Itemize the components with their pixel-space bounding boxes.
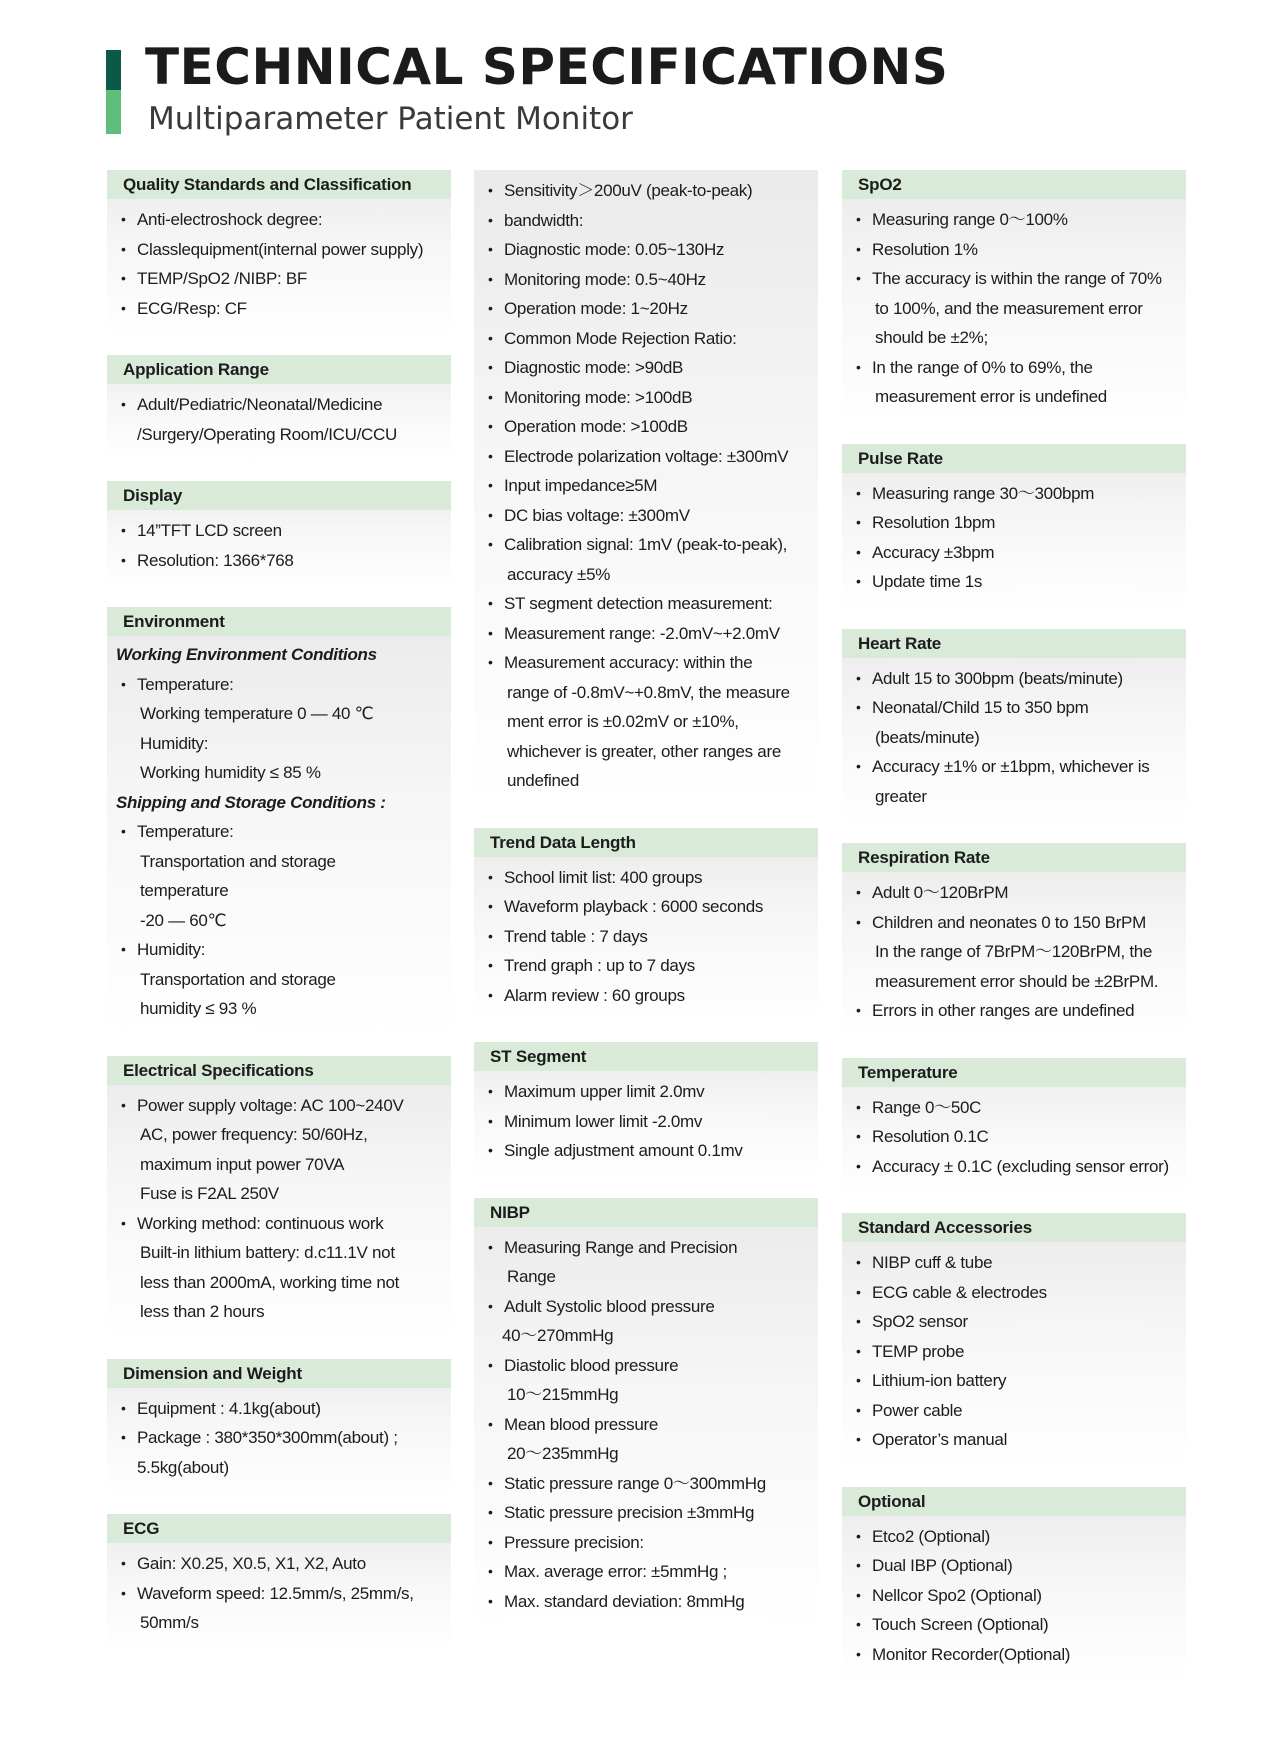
list-item-continuation: Working humidity ≤ 85 % (140, 763, 321, 782)
list-item-continuation: Fuse is F2AL 250V (140, 1184, 279, 1203)
list-item: • Operation mode: >100dB (484, 412, 818, 442)
section-title: Quality Standards and Classification (107, 170, 451, 199)
item-list (842, 1093, 1186, 1182)
section-temperature (842, 1058, 1186, 1194)
list-item-continuation: range of -0.8mV~+0.8mV, the measure (507, 682, 790, 702)
item-list (474, 1233, 818, 1617)
list-item: • Power cable (852, 1396, 1186, 1426)
list-item: • Common Mode Rejection Ratio: (484, 324, 818, 354)
list-item: • ECG/Resp: CF (117, 294, 451, 324)
section-title: SpO2 (842, 170, 1186, 199)
list-item-continuation: less than 2 hours (140, 1302, 265, 1321)
page-title: TECHNICAL SPECIFICATIONS (145, 38, 949, 96)
list-item-continuation: accuracy ±5% (507, 564, 611, 584)
list-item-continuation: 40～270mmHg (502, 1326, 614, 1345)
list-item-continuation: humidity ≤ 93 % (140, 999, 257, 1018)
section-respiration-rate (842, 843, 1186, 1038)
list-item-continuation: Built-in lithium battery: d.c11.1V not (140, 1243, 395, 1262)
list-item: • Resolution: 1366*768 (117, 546, 451, 576)
title-accent-bar (106, 50, 121, 134)
list-item: • 14”TFT LCD screen (117, 516, 451, 546)
item-list (842, 1248, 1186, 1455)
list-item: • School limit list: 400 groups (484, 863, 818, 893)
list-item: • Input impedance≥5M (484, 471, 818, 501)
list-item: • Electrode polarization voltage: ±300mV (484, 442, 818, 472)
section-title: Heart Rate (842, 629, 1186, 658)
section-ecg (107, 1514, 451, 1650)
section-title: Temperature (842, 1058, 1186, 1087)
item-list (842, 205, 1186, 412)
list-item: • Measurement accuracy: within the (484, 648, 818, 678)
item-list (107, 390, 451, 449)
list-item: • In the range of 0% to 69%, the (852, 353, 1186, 383)
section-ecg-continued (474, 170, 818, 808)
section-title: Standard Accessories (842, 1213, 1186, 1242)
shipping-conditions-heading: Shipping and Storage Conditions : (116, 792, 386, 812)
list-item-continuation: 5.5kg(about) (137, 1457, 229, 1477)
list-item: • Max. standard deviation: 8mmHg (484, 1587, 818, 1617)
list-item-continuation: Transportation and storage (140, 851, 336, 871)
section-spo2 (842, 170, 1186, 424)
section-heart-rate (842, 629, 1186, 824)
list-item: • Max. average error: ±5mmHg ; (484, 1557, 818, 1587)
list-item: • Accuracy ±3bpm (852, 538, 1186, 568)
list-item: • Nellcor Spo2 (Optional) (852, 1581, 1186, 1611)
list-item: • Trend table : 7 days (484, 922, 818, 952)
item-list (842, 1522, 1186, 1670)
list-item-continuation: (beats/minute) (875, 727, 980, 747)
column-right (842, 170, 1186, 1701)
list-item: • Trend graph : up to 7 days (484, 951, 818, 981)
list-item: • Measuring range 0～100% (852, 205, 1186, 235)
accent-dark-segment (106, 50, 121, 90)
list-item: • Waveform speed: 12.5mm/s, 25mm/s, (117, 1579, 451, 1609)
section-electrical-specifications (107, 1056, 451, 1339)
list-item: • TEMP/SpO2 /NIBP: BF (117, 264, 451, 294)
list-item-continuation: Working temperature 0 — 40 ℃ (140, 704, 374, 723)
section-title: Display (107, 481, 451, 510)
section-environment (107, 607, 451, 1036)
list-item: • TEMP probe (852, 1337, 1186, 1367)
list-item: • Diagnostic mode: 0.05~130Hz (484, 235, 818, 265)
list-item: • Temperature: (117, 670, 451, 700)
section-application-range (107, 355, 451, 461)
list-item: • Static pressure range 0～300mmHg (484, 1469, 818, 1499)
section-title: Optional (842, 1487, 1186, 1516)
list-item-continuation: ment error is ±0.02mV or ±10%, (507, 712, 739, 731)
list-item-continuation: measurement error should be ±2BrPM. (875, 971, 1159, 991)
list-item-continuation: temperature (140, 881, 229, 900)
column-middle (474, 170, 818, 1648)
list-item: • NIBP cuff & tube (852, 1248, 1186, 1278)
section-title: Dimension and Weight (107, 1359, 451, 1388)
working-conditions-heading: Working Environment Conditions (116, 645, 377, 664)
list-item: • Touch Screen (Optional) (852, 1610, 1186, 1640)
section-dimension-weight (107, 1359, 451, 1495)
list-item-continuation: should be ±2%; (875, 328, 988, 347)
list-item-continuation: 10～215mmHg (507, 1385, 619, 1404)
list-item: • Maximum upper limit 2.0mv (484, 1077, 818, 1107)
list-item: • Measurement range: -2.0mV~+2.0mV (484, 619, 818, 649)
section-title: NIBP (474, 1198, 818, 1227)
list-item: • Mean blood pressure (484, 1410, 818, 1440)
list-item: • Range 0～50C (852, 1093, 1186, 1123)
list-item: • Monitor Recorder(Optional) (852, 1640, 1186, 1670)
list-item: • Children and neonates 0 to 150 BrPM (852, 908, 1186, 938)
list-item-continuation: maximum input power 70VA (140, 1154, 345, 1174)
list-item: • Adult/Pediatric/Neonatal/Medicine (117, 390, 451, 420)
list-item: • Dual IBP (Optional) (852, 1551, 1186, 1581)
list-item: • Update time 1s (852, 567, 1186, 597)
list-item: • Operator’s manual (852, 1425, 1186, 1455)
list-item-continuation: undefined (507, 771, 579, 790)
list-item: • Adult Systolic blood pressure (484, 1292, 818, 1322)
list-item: • Power supply voltage: AC 100~240V (117, 1091, 451, 1121)
item-list (842, 664, 1186, 812)
section-title: Environment (107, 607, 451, 636)
list-item-continuation: 20～235mmHg (507, 1444, 619, 1463)
list-item-continuation: to 100%, and the measurement error (875, 298, 1143, 318)
item-list (474, 1077, 818, 1166)
section-title: Pulse Rate (842, 444, 1186, 473)
item-list (842, 878, 1186, 1026)
list-item-continuation: AC, power frequency: 50/60Hz, (140, 1125, 368, 1144)
section-title: Application Range (107, 355, 451, 384)
list-item: • Static pressure precision ±3mmHg (484, 1498, 818, 1528)
list-item: • Sensitivity＞200uV (peak-to-peak) (484, 176, 818, 206)
list-item-continuation: whichever is greater, other ranges are (507, 741, 781, 761)
list-item-continuation: Humidity: (140, 733, 209, 753)
section-title: Respiration Rate (842, 843, 1186, 872)
list-item: • Measuring Range and Precision (484, 1233, 818, 1263)
list-item: • Alarm review : 60 groups (484, 981, 818, 1011)
section-title: Trend Data Length (474, 828, 818, 857)
list-item: • Neonatal/Child 15 to 350 bpm (852, 693, 1186, 723)
item-list (107, 817, 451, 1024)
list-item: • Calibration signal: 1mV (peak-to-peak), (484, 530, 818, 560)
section-title: ST Segment (474, 1042, 818, 1071)
item-list (107, 670, 451, 788)
list-item: • Gain: X0.25, X0.5, X1, X2, Auto (117, 1549, 451, 1579)
list-item: • Adult 15 to 300bpm (beats/minute) (852, 664, 1186, 694)
list-item: • Measuring range 30～300bpm (852, 479, 1186, 509)
accent-light-segment (106, 90, 121, 134)
item-list (107, 516, 451, 575)
list-item: • The accuracy is within the range of 70% (852, 264, 1186, 294)
list-item: • Humidity: (117, 935, 451, 965)
section-title: Electrical Specifications (107, 1056, 451, 1085)
item-list (842, 479, 1186, 597)
list-item: • Etco2 (Optional) (852, 1522, 1186, 1552)
item-list (107, 1394, 451, 1483)
list-item: • bandwidth: (484, 206, 818, 236)
list-item: • Monitoring mode: >100dB (484, 383, 818, 413)
list-item: • Resolution 0.1C (852, 1122, 1186, 1152)
list-item: • Single adjustment amount 0.1mv (484, 1136, 818, 1166)
list-item: • Accuracy ± 0.1C (excluding sensor error) (852, 1152, 1186, 1182)
section-quality-standards (107, 170, 451, 335)
list-item-continuation: In the range of 7BrPM～120BrPM, the (875, 942, 1153, 961)
list-item-continuation: -20 — 60℃ (140, 910, 227, 930)
section-display (107, 481, 451, 587)
list-item: • Adult 0～120BrPM (852, 878, 1186, 908)
item-list (474, 176, 818, 796)
list-item-continuation: less than 2000mA, working time not (140, 1272, 400, 1292)
section-trend-data-length (474, 828, 818, 1023)
item-list (107, 205, 451, 323)
list-item: • Diastolic blood pressure (484, 1351, 818, 1381)
list-item-continuation: /Surgery/Operating Room/ICU/CCU (137, 424, 397, 444)
list-item: • Resolution 1% (852, 235, 1186, 265)
list-item-continuation: Range (507, 1267, 556, 1286)
section-title: ECG (107, 1514, 451, 1543)
list-item-continuation: measurement error is undefined (875, 387, 1107, 406)
list-item: • Working method: continuous work (117, 1209, 451, 1239)
list-item: • Monitoring mode: 0.5~40Hz (484, 265, 818, 295)
list-item: • Operation mode: 1~20Hz (484, 294, 818, 324)
section-pulse-rate (842, 444, 1186, 609)
list-item: • Pressure precision: (484, 1528, 818, 1558)
list-item: • Minimum lower limit -2.0mv (484, 1107, 818, 1137)
list-item: • Classlequipment(internal power supply) (117, 235, 451, 265)
list-item: • ST segment detection measurement: (484, 589, 818, 619)
item-list (474, 863, 818, 1011)
list-item: • Diagnostic mode: >90dB (484, 353, 818, 383)
list-item-continuation: greater (875, 786, 927, 806)
section-optional (842, 1487, 1186, 1682)
list-item: • Resolution 1bpm (852, 508, 1186, 538)
page-subtitle: Multiparameter Patient Monitor (148, 101, 633, 137)
list-item-continuation: 50mm/s (140, 1613, 199, 1632)
list-item: • Equipment : 4.1kg(about) (117, 1394, 451, 1424)
list-item: • ECG cable & electrodes (852, 1278, 1186, 1308)
list-item: • Temperature: (117, 817, 451, 847)
item-list (107, 1549, 451, 1638)
column-left (107, 170, 451, 1670)
list-item: • DC bias voltage: ±300mV (484, 501, 818, 531)
list-item: • Waveform playback : 6000 seconds (484, 892, 818, 922)
item-list (107, 1091, 451, 1327)
list-item: • Anti-electroshock degree: (117, 205, 451, 235)
list-item: • Accuracy ±1% or ±1bpm, whichever is (852, 752, 1186, 782)
list-item-continuation: Transportation and storage (140, 969, 336, 989)
section-nibp (474, 1198, 818, 1629)
section-st-segment (474, 1042, 818, 1178)
list-item: • Errors in other ranges are undefined (852, 996, 1186, 1026)
list-item: • Lithium-ion battery (852, 1366, 1186, 1396)
list-item: • SpO2 sensor (852, 1307, 1186, 1337)
section-standard-accessories (842, 1213, 1186, 1467)
list-item: • Package : 380*350*300mm(about) ; (117, 1423, 451, 1453)
